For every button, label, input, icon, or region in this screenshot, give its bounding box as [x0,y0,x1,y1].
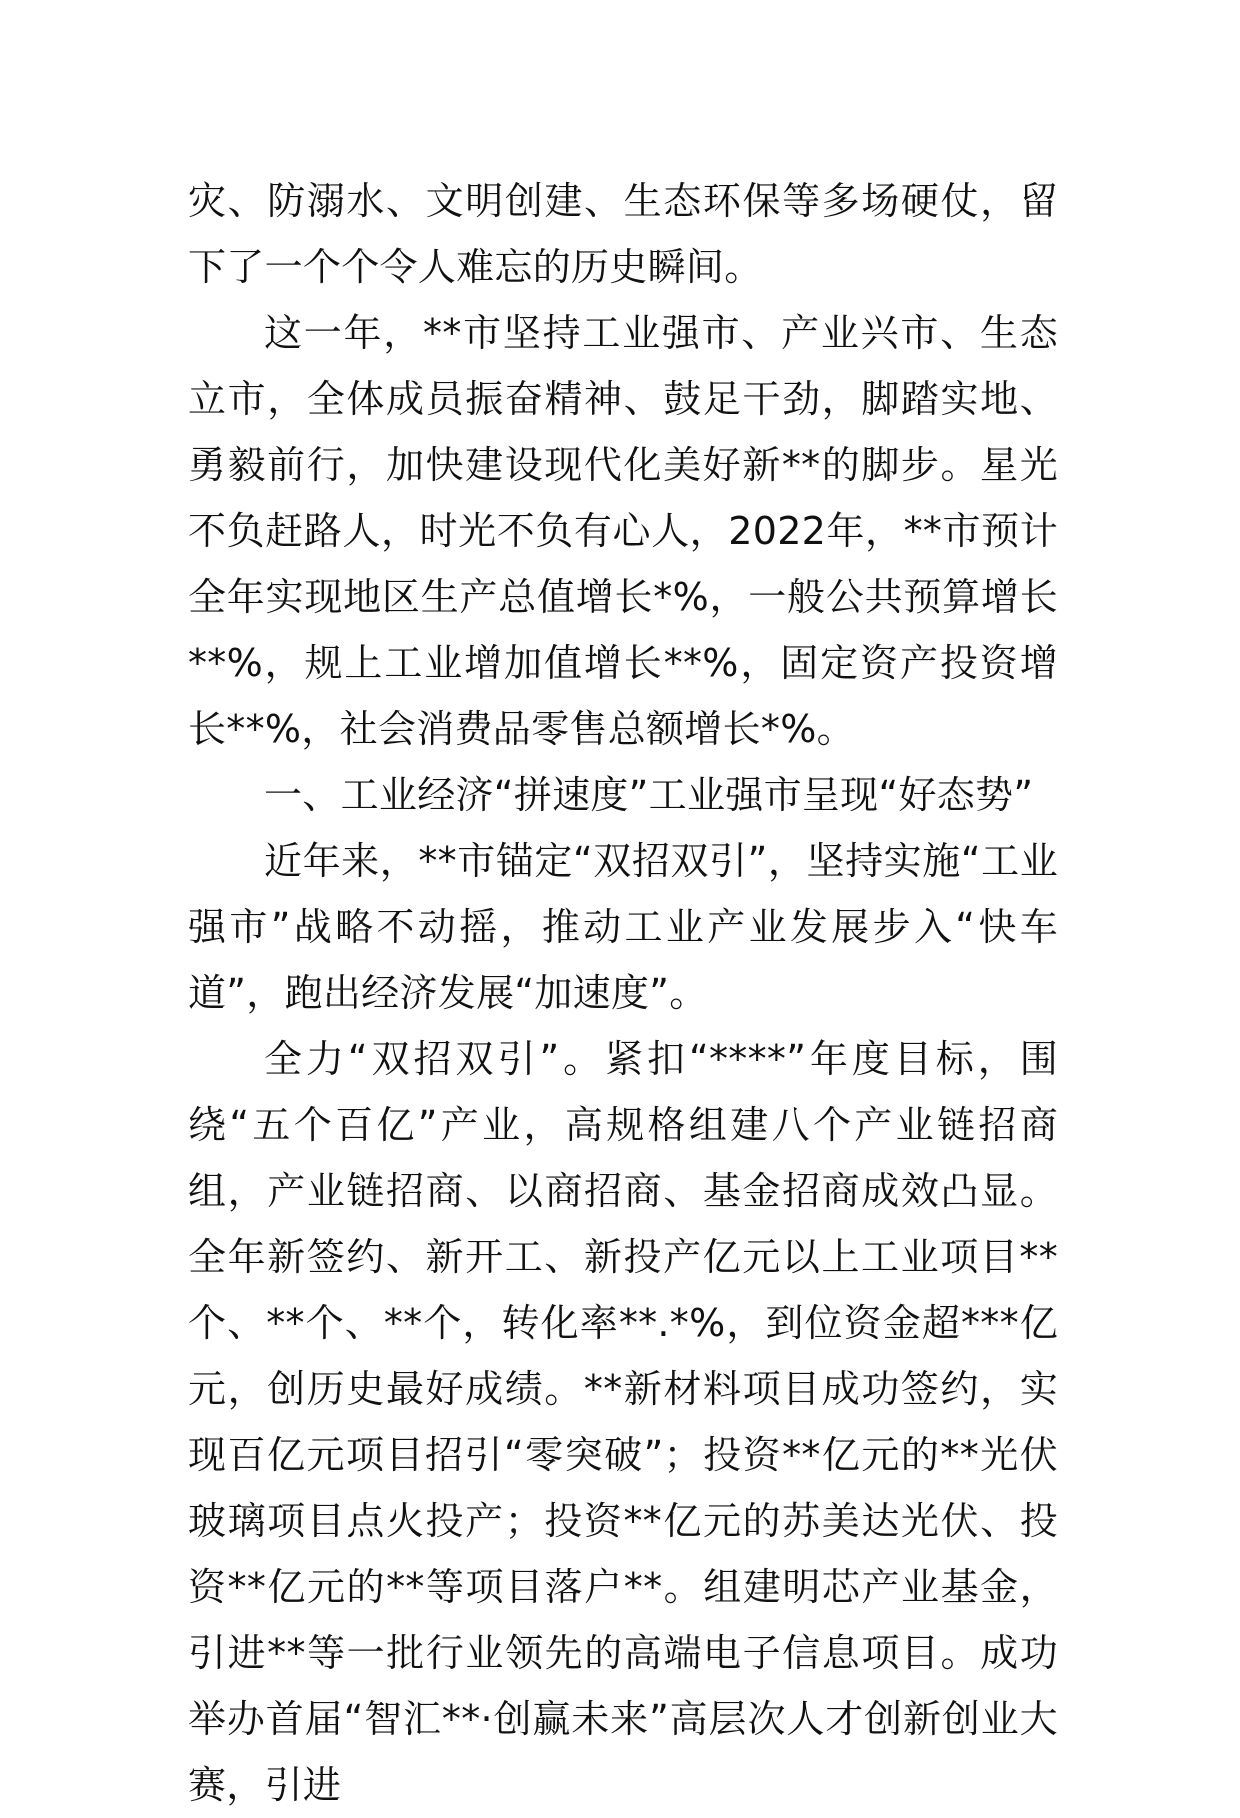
section-heading-industrial-economy: 一、工业经济“拼速度”工业强市呈现“好态势” [264,773,1034,817]
document-body [188,168,1058,1818]
paragraph-industrial-strategy: 近年来，**市锚定“双招双引”，坚持实施“工业强市”战略不动摇，推动工业产业发展步入“快车道”，跑出经济发展“加速度”。 [188,839,1058,1015]
paragraph-year-summary: 这一年，**市坚持工业强市、产业兴市、生态立市，全体成员振奋精神、鼓足干劲，脚踏实地、勇毅前行，加快建设现代化美好新**的脚步。星光不负赶路人，时光不负有心人，2022年，**市预计全年实现地区生产总值增长*%，一般公共预算增长**%，规上工业增加值增长**%，固定资产投资增长**%，社会消费品零售总额增长*%。 [188,311,1058,751]
paragraph-continuation: 灾、防溺水、文明创建、生态环保等多场硬仗，留下了一个个令人难忘的历史瞬间。 [188,179,1058,289]
paragraph-investment-attraction: 全力“双招双引”。紧扣“****”年度目标，围绕“五个百亿”产业，高规格组建八个产业链招商组，产业链招商、以商招商、基金招商成效凸显。全年新签约、新开工、新投产亿元以上工业项目**个、**个、**个，转化率**.*%，到位资金超***亿元，创历史最好成绩。**新材料项目成功签约，实现百亿元项目招引“零突破”；投资**亿元的**光伏玻璃项目点火投产；投资**亿元的苏美达光伏、投资**亿元的**等项目落户**。组建明芯产业基金，引进**等一批行业领先的高端电子信息项目。成功举办首届“智汇**·创赢未来”高层次人才创新创业大赛，引进 [188,1037,1058,1807]
